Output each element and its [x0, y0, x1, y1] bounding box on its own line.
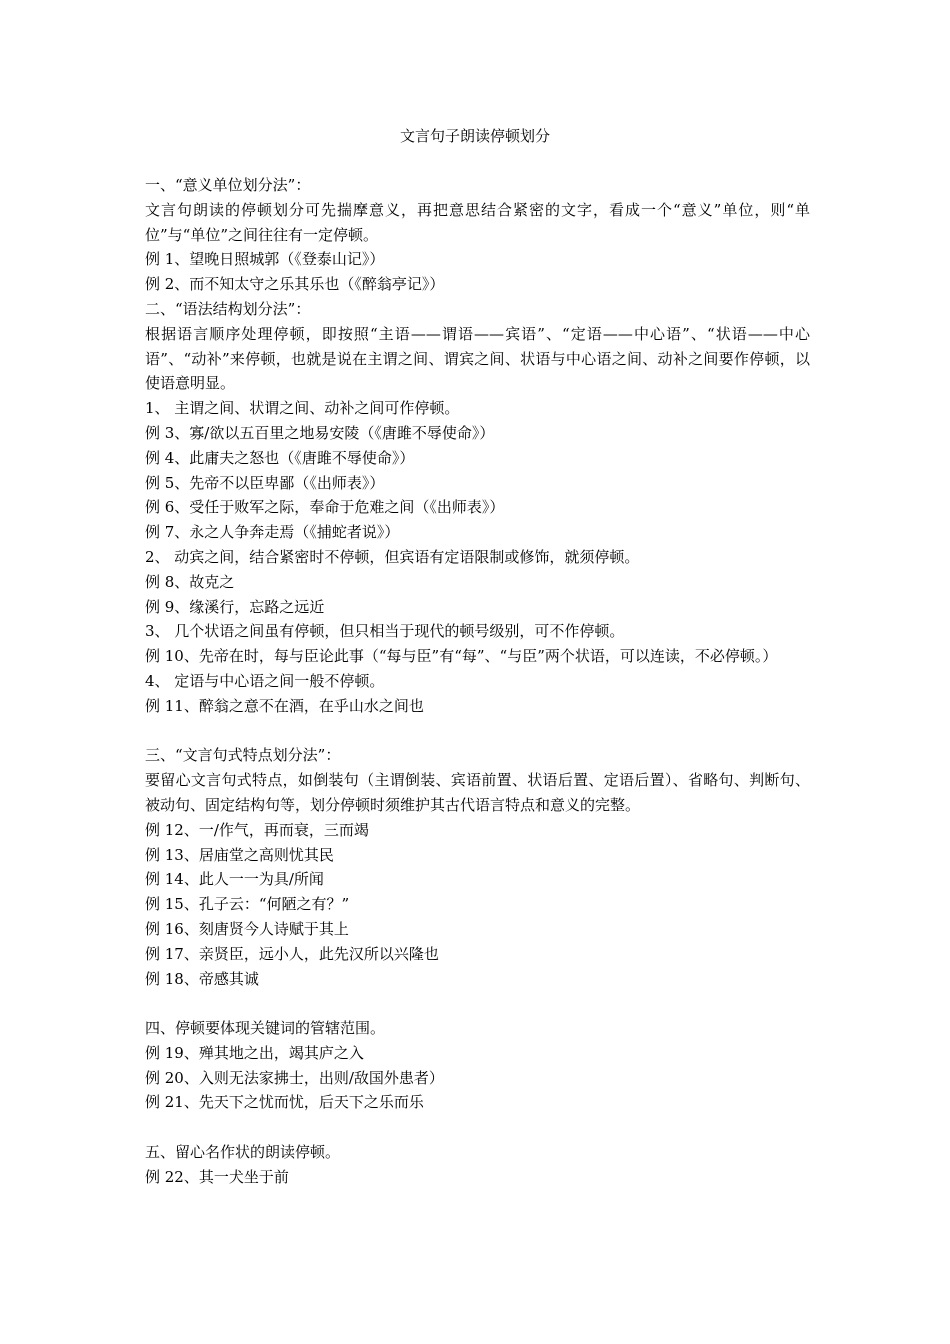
section-heading: 一、“意义单位划分法”：: [145, 176, 311, 194]
example-line: 例 21、先天下之忧而忧，后天下之乐而乐: [145, 1093, 424, 1112]
example-line: 例 22、其一犬坐于前: [145, 1167, 289, 1186]
example-line: 例 6、受任于败军之际，奉命于危难之间（《出师表》）: [145, 498, 505, 517]
section-heading: 五、留心名作状的朗读停顿。: [145, 1143, 341, 1162]
example-line: 例 17、亲贤臣，远小人，此先汉所以兴隆也: [145, 944, 439, 963]
section-heading: 二、“语法结构划分法”：: [145, 299, 311, 318]
example-line: 例 14、此人一一为具/所闻: [145, 870, 324, 889]
example-line: 例 5、先帝不以臣卑鄙（《出师表》）: [145, 473, 385, 492]
example-line: 例 9、缘溪行，忘路之远近: [145, 597, 325, 616]
blank-line: [145, 719, 810, 744]
paragraph: 文言句朗读的停顿划分可先揣摩意义，再把意思结合紧密的文字，看成一个“意义”单位，则“单位”与“单位”之间往往有一定停顿。: [145, 200, 810, 244]
rule-line: 2、 动宾之间，结合紧密时不停顿，但宾语有定语限制或修饰，就须停顿。: [145, 547, 640, 566]
example-line: 例 16、刻唐贤今人诗赋于其上: [145, 919, 349, 938]
example-line: 例 13、居庙堂之高则忧其民: [145, 845, 334, 864]
section-heading: 四、停顿要体现关键词的管辖范围。: [145, 1019, 386, 1038]
blank-line: [145, 1115, 810, 1140]
document-body: [145, 173, 810, 1190]
document-title: 文言句子朗读停顿划分: [399, 127, 550, 145]
example-line: 例 12、一/作气，再而衰，三而竭: [145, 820, 369, 839]
rule-line: 4、 定语与中心语之间一般不停顿。: [145, 671, 385, 690]
blank-line: [145, 991, 810, 1016]
example-line: 例 1、望晚日照城郭（《登泰山记》）: [145, 250, 385, 269]
example-line: 例 19、殚其地之出，竭其庐之入: [145, 1043, 364, 1062]
paragraph: 要留心文言句式特点，如倒装句（主谓倒装、宾语前置、状语后置、定语后置）、省略句、判断句、被动句、固定结构句等，划分停顿时须维护其古代语言特点和意义的完整。: [145, 771, 810, 814]
rule-line: 3、 几个状语之间虽有停顿，但只相当于现代的顿号级别，可不作停顿。: [145, 622, 625, 641]
paragraph: 根据语言顺序处理停顿，即按照“主语——谓语——宾语”、“定语——中心语”、“状语——中心语”、“动补”来停顿，也就是说在主谓之间、谓宾之间、状语与中心语之间、动补之间要作停顿，以使语意明显。: [145, 324, 810, 393]
example-line: 例 10、先帝在时，每与臣论此事（“每与臣”有“每”、“与臣”两个状语，可以连读，不必停顿。）: [145, 647, 778, 666]
rule-line: 1、 主谓之间、状谓之间、动补之间可作停顿。: [145, 399, 460, 418]
example-line: 例 18、帝感其诚: [145, 969, 259, 988]
example-line: 例 7、永之人争奔走焉（《捕蛇者说》）: [145, 523, 400, 542]
example-line: 例 11、醉翁之意不在酒，在乎山水之间也: [145, 696, 424, 715]
example-line: 例 4、此庸夫之怒也（《唐雎不辱使命》）: [145, 448, 415, 467]
section-heading: 三、“文言句式特点划分法”：: [145, 746, 341, 765]
example-line: 例 3、寡/欲以五百里之地易安陵（《唐雎不辱使命》）: [145, 423, 495, 442]
example-line: 例 8、故克之: [145, 572, 235, 591]
example-line: 例 2、而不知太守之乐其乐也（《醉翁亭记》）: [145, 275, 445, 294]
example-line: 例 20、入则无法家拂士，出则/敌国外患者）: [145, 1068, 444, 1087]
example-line: 例 15、孔子云：“何陋之有？”: [145, 895, 350, 914]
